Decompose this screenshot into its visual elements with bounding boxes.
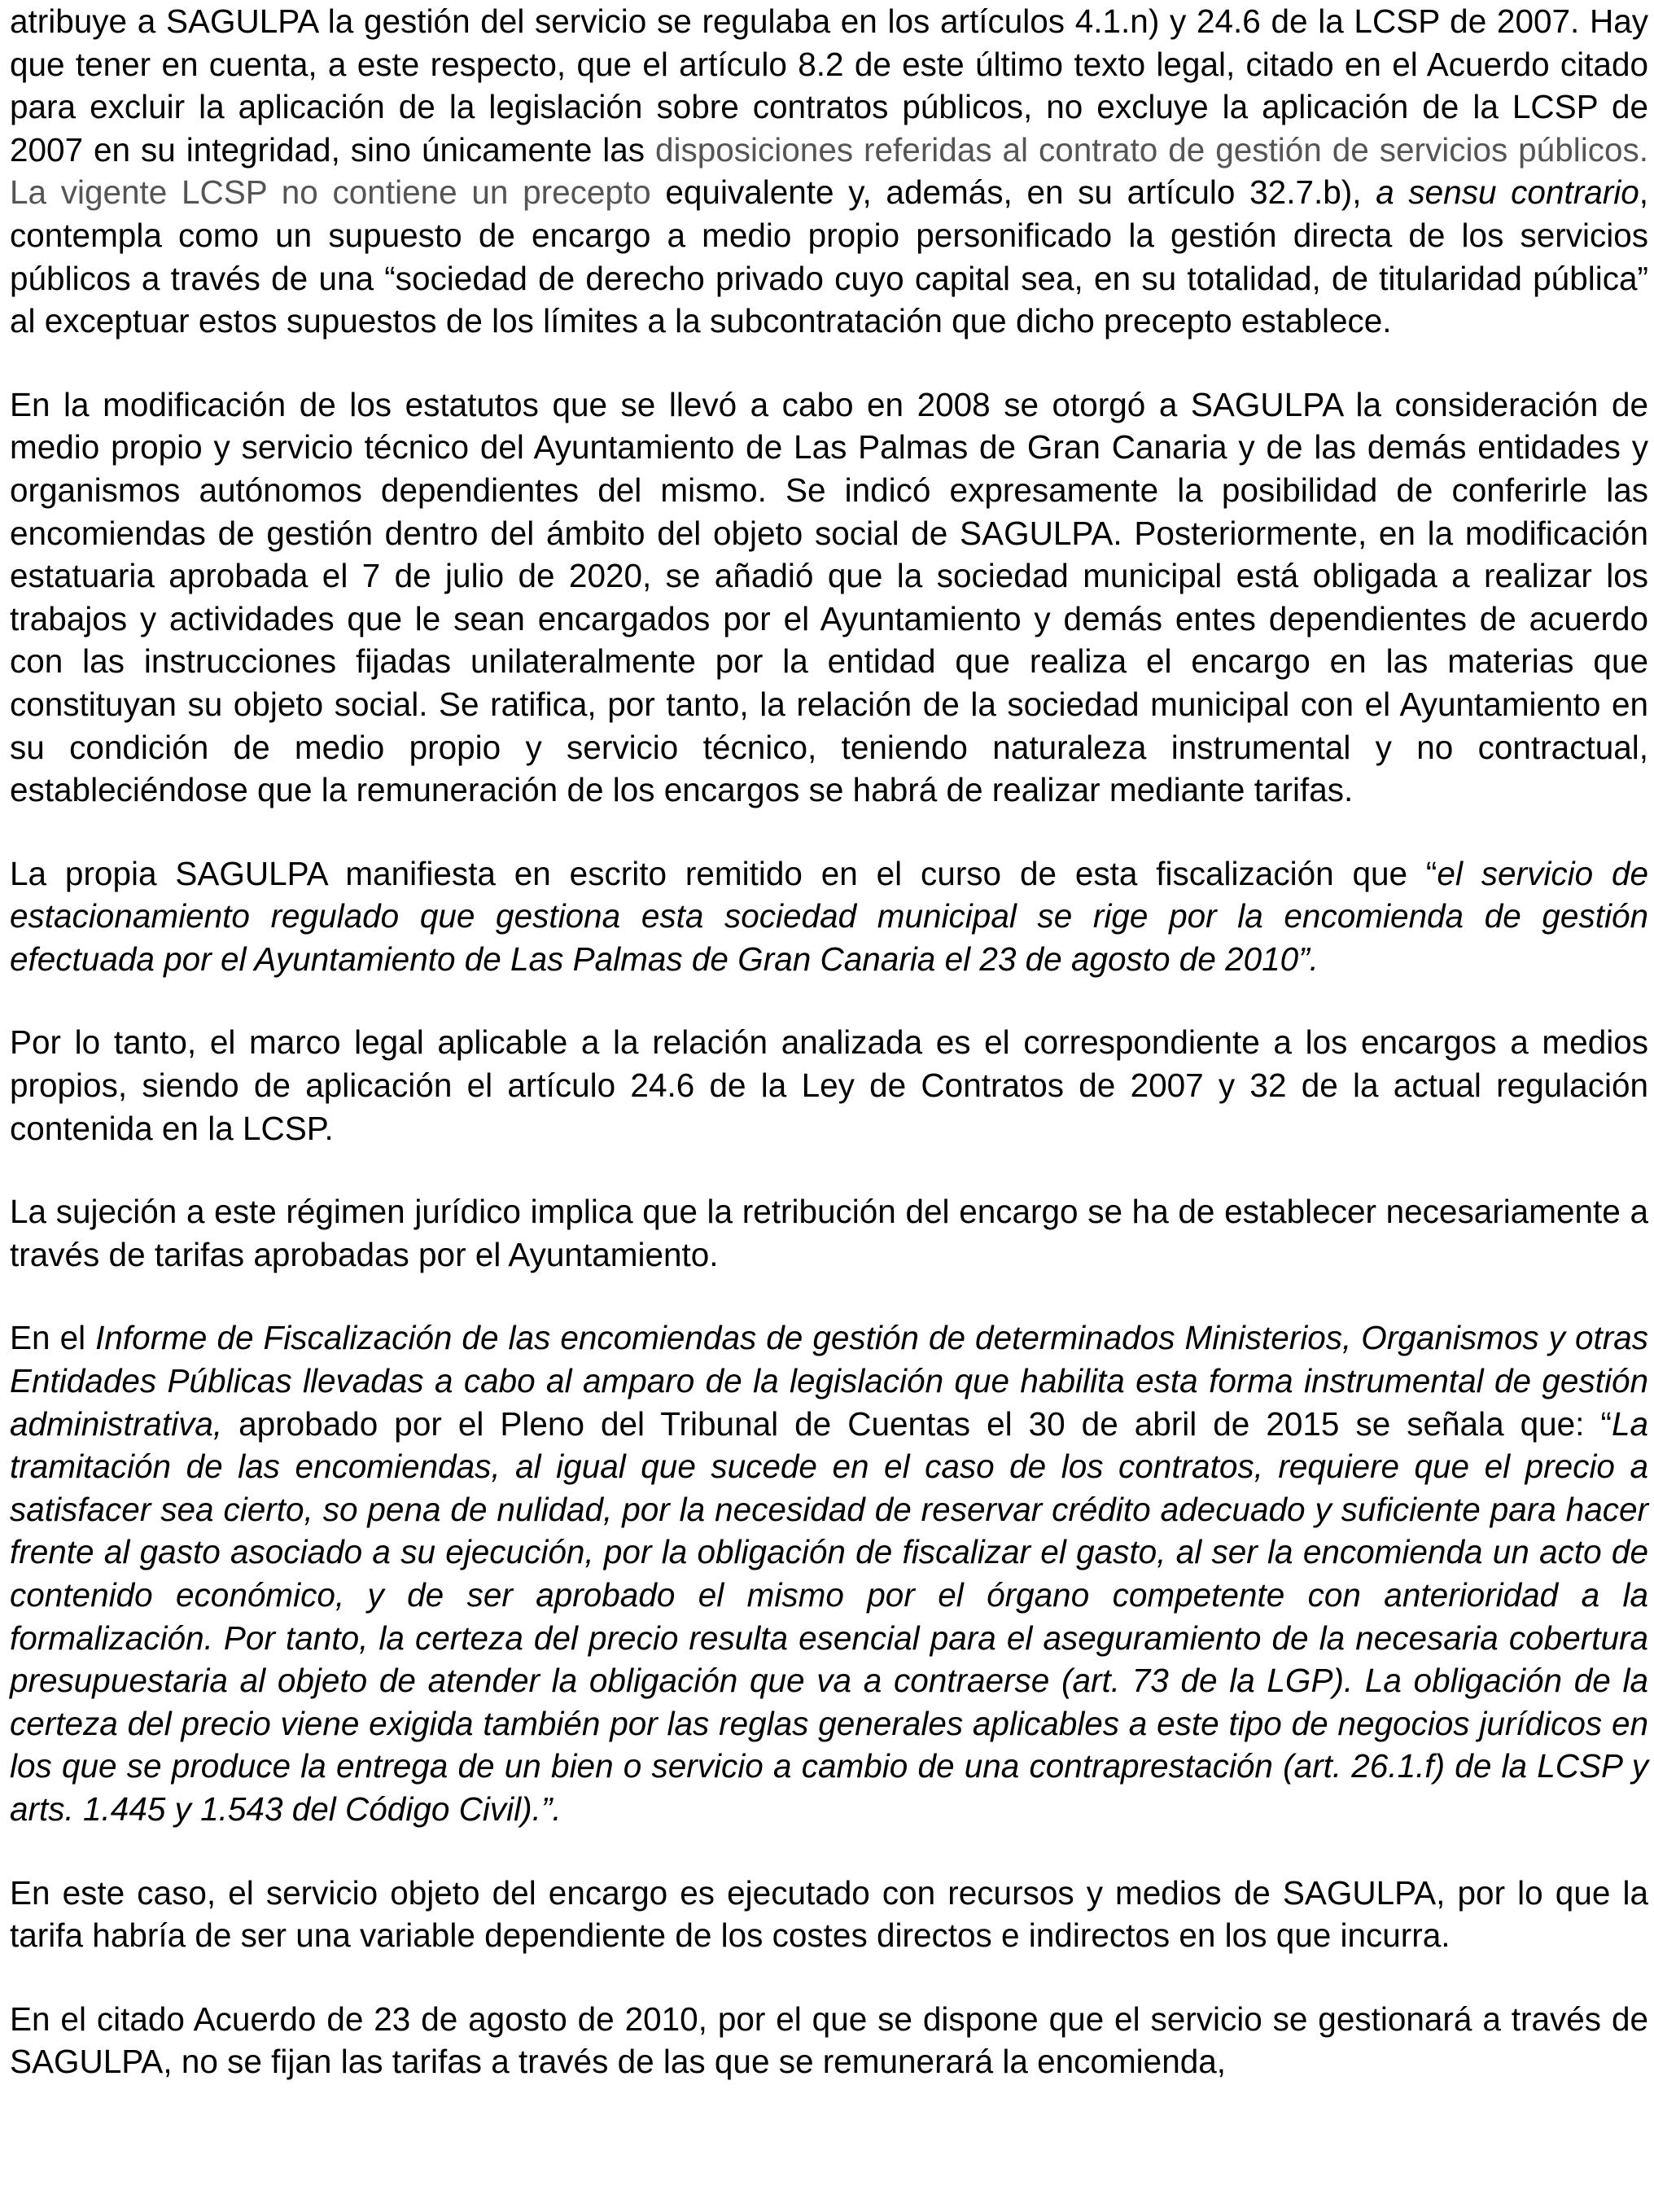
- paragraph-legal-framework: Por lo tanto, el marco legal aplicable a la relación analizada es el correspondiente a los encargos a medios propios, siendo de aplicación el artículo 24.6 de la Ley de Contratos de 2007 y 32 de la actual regulación contenida en la LCSP.: [10, 1023, 1648, 1147]
- paragraph-text: En el: [10, 1319, 96, 1357]
- paragraph-text: La propia SAGULPA manifiesta en escrito remitido en el curso de esta fiscalización que “: [10, 854, 1437, 892]
- paragraph-text-grey: disposiciones referidas al contrato de gestión de servicios públicos. La vigente LCSP no contiene un precepto: [10, 130, 1648, 212]
- paragraph-text: atribuye a SAGULPA la gestión del servicio se regulaba en los artículos 4.1.n) y 24.6 de la LCSP de 2007. Hay que tener en cuenta, a este respecto, que el artículo 8.2 de este último texto legal, citado en el Acuerdo citado para excluir la aplicación de la legislación sobre contratos públicos, no excluye la aplicación de la LCSP de 2007 en su integridad, sino únicamente las: [10, 2, 1648, 169]
- paragraph-text-italic: el servicio de estacionamiento regulado que gestiona esta sociedad municipal se rige por la encomienda de gestión efectuada por el Ayuntamiento de Las Palmas de Gran Canaria el 23 de agosto de 2010”.: [10, 854, 1649, 978]
- document-page: [10, 0, 1648, 2083]
- paragraph-tariff: En este caso, el servicio objeto del encargo es ejecutado con recursos y medios de SAGULPA, por lo que la tarifa habría de ser una variable dependiente de los costes directos e indirectos en los que incurra.: [10, 1873, 1648, 1955]
- paragraph-tribunal-report: [10, 1316, 1648, 1830]
- paragraph-agreement: En el citado Acuerdo de 23 de agosto de 2010, por el que se dispone que el servicio se gestionará a través de SAGULPA, no se fijan las tarifas a través de las que se remunerará la encomienda,: [10, 2000, 1648, 2081]
- paragraph-text: equivalente y, además, en su artículo 32.7.b),: [650, 173, 1376, 212]
- paragraph-text-italic: Informe de Fiscalización de las encomiendas de gestión de determinados Ministerios, Organismos y otras Entidades Públicas llevadas a cabo al amparo de la legislación que habilita esta forma instrumental de gestión administrativa,: [10, 1319, 1648, 1443]
- paragraph-text: , contempla como un supuesto de encargo a medio propio personificado la gestión directa de los servicios públicos a través de una “sociedad de derecho privado cuyo capital sea, en su totalidad, de titularidad pública” al exceptuar estos supuestos de los límites a la subcontratación que dicho precepto establece.: [10, 173, 1648, 340]
- paragraph-text-italic: a sensu contrario: [1376, 173, 1639, 212]
- paragraph-text: aprobado por el Pleno del Tribunal de Cuentas el 30 de abril de 2015 se señala que: “: [222, 1404, 1612, 1443]
- paragraph-statutes: En la modificación de los estatutos que se llevó a cabo en 2008 se otorgó a SAGULPA la consideración de medio propio y servicio técnico del Ayuntamiento de Las Palmas de Gran Canaria y de las demás entidades y organismos autónomos dependientes del mismo. Se indicó expresamente la posibilidad de conferirle las encomiendas de gestión dentro del ámbito del objeto social de SAGULPA. Posteriormente, en la modificación estatuaria aprobada el 7 de julio de 2020, se añadió que la sociedad municipal está obligada a realizar los trabajos y actividades que le sean encargados por el Ayuntamiento y demás entes dependientes de acuerdo con las instrucciones fijadas unilateralmente por la entidad que realiza el encargo en las materias que constituyan su objeto social. Se ratifica, por tanto, la relación de la sociedad municipal con el Ayuntamiento en su condición de medio propio y servicio técnico, teniendo naturaleza instrumental y no contractual, estableciéndose que la remuneración de los encargos se habrá de realizar mediante tarifas.: [10, 385, 1648, 809]
- paragraph-regime: La sujeción a este régimen jurídico implica que la retribución del encargo se ha de establecer necesariamente a través de tarifas aprobadas por el Ayuntamiento.: [10, 1193, 1648, 1273]
- paragraph-text-italic: La tramitación de las encomiendas, al igual que sucede en el caso de los contratos, requiere que el precio a satisfacer sea cierto, so pena de nulidad, por la necesidad de reservar crédito adecuado y suficiente para hacer frente al gasto asociado a su ejecución, por la obligación de fiscalizar el gasto, al ser la encomienda un acto de contenido económico, y de ser aprobado el mismo por el órgano competente con anterioridad a la formalización. Por tanto, la certeza del precio resulta esencial para el aseguramiento de la necesaria cobertura presupuestaria al objeto de atender la obligación que va a contraerse (art. 73 de la LGP). La obligación de la certeza del precio viene exigida también por las reglas generales aplicables a este tipo de negocios jurídicos en los que se produce la entrega de un bien o servicio a cambio de una contraprestación (art. 26.1.f) de la LCSP y arts. 1.445 y 1.543 del Código Civil).”.: [10, 1404, 1648, 1828]
- paragraph-legal-basis: [10, 0, 1648, 343]
- paragraph-sagulpa-statement: [10, 852, 1648, 981]
